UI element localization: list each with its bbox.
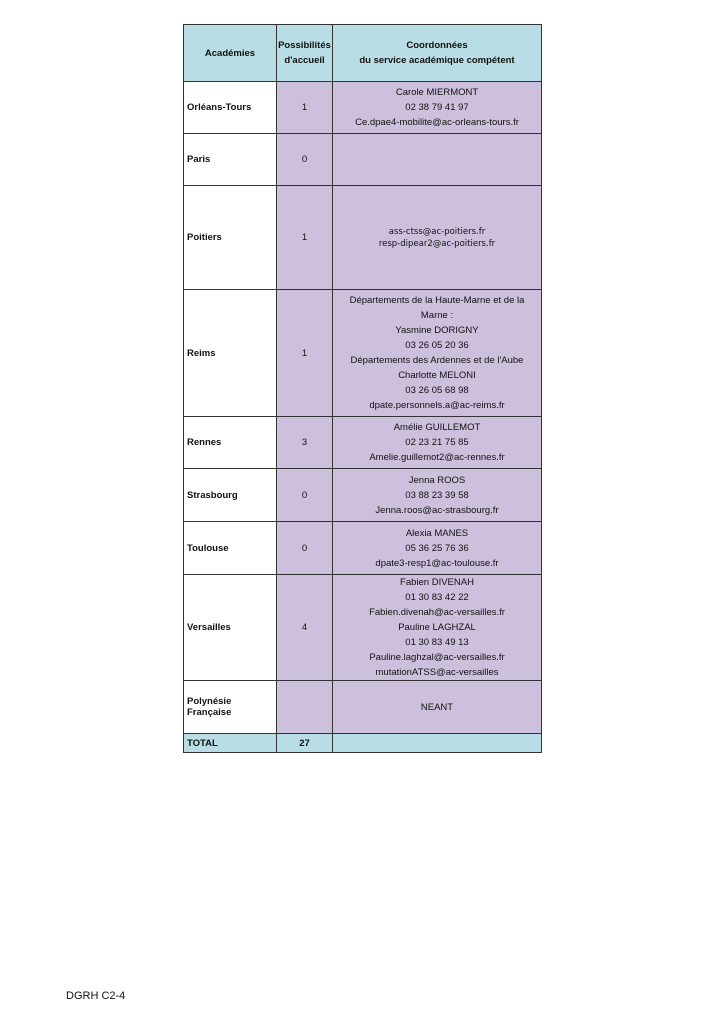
contact-line: Départements des Ardennes et de l'Aube [350, 355, 524, 366]
contact-line: Amelie.guillemot2@ac-rennes.fr [369, 452, 505, 463]
contact-line: Ce.dpae4-mobilite@ac-orleans-tours.fr [355, 117, 519, 128]
table-row [184, 681, 542, 734]
table-header [184, 25, 542, 82]
contact-line: 02 38 79 41 97 [405, 102, 469, 113]
contact-line: 05 36 25 76 36 [405, 542, 469, 554]
header-academies [184, 25, 277, 82]
total-row [184, 734, 542, 753]
places-count [277, 681, 333, 734]
academie-name: Versailles [184, 575, 277, 681]
contact-line: Fabien DIVENAH [400, 577, 474, 588]
academie-name: Reims [184, 290, 277, 417]
contact-line: Fabien.divenah@ac-versailles.fr [369, 607, 505, 618]
table-row [184, 290, 542, 417]
contact-line: mutationATSS@ac-versailles [375, 667, 499, 678]
table-row [184, 186, 542, 290]
contact-cell [333, 186, 542, 290]
academie-name: Toulouse [184, 522, 277, 575]
places-count: 1 [277, 290, 333, 417]
header-contact [333, 25, 542, 82]
document-reference: DGRH C2-4 [66, 990, 126, 1002]
places-count: 0 [277, 469, 333, 522]
contact-cell [333, 290, 542, 417]
contact-line: Charlotte MELONI [398, 370, 476, 381]
total-places: 27 [277, 734, 333, 753]
contact-cell [333, 681, 542, 734]
contact-line: 03 26 05 20 36 [405, 340, 469, 351]
total-label: TOTAL [184, 734, 277, 753]
contact-line: 02 23 21 75 85 [405, 437, 469, 448]
contact-cell [333, 417, 542, 469]
table-row [184, 575, 542, 681]
places-count: 4 [277, 575, 333, 681]
contact-line: NEANT [420, 701, 454, 713]
table-footer [184, 734, 542, 753]
header-academies-label: Académies [204, 47, 256, 59]
table-row [184, 82, 542, 134]
places-count: 0 [277, 134, 333, 186]
table-row [184, 417, 542, 469]
places-count: 0 [277, 522, 333, 575]
academie-name: Polynésie Française [184, 681, 277, 734]
contact-line: Carole MIERMONT [395, 87, 479, 98]
contact-cell [333, 575, 542, 681]
header-row [184, 25, 542, 82]
contact-line: 03 26 05 68 98 [405, 385, 469, 396]
table-row [184, 522, 542, 575]
contact-line: Départements de la Haute-Marne et de la [349, 295, 525, 306]
table-row [184, 134, 542, 186]
contact-cell [333, 469, 542, 522]
contact-line: Yasmine DORIGNY [395, 325, 479, 336]
table-body [184, 82, 542, 734]
places-count: 1 [277, 186, 333, 290]
contact-line: Amélie GUILLEMOT [393, 422, 481, 433]
header-places-line1: Possibilités [278, 40, 331, 51]
contact-cell [333, 134, 542, 186]
contact-line: Pauline.laghzal@ac-versailles.fr [369, 652, 505, 663]
header-contact-line1: Coordonnées [406, 40, 468, 51]
academie-name: Orléans-Tours [184, 82, 277, 134]
academie-name: Strasbourg [184, 469, 277, 522]
contact-line: Pauline LAGHZAL [398, 622, 476, 633]
contact-line: Jenna ROOS [408, 474, 466, 486]
places-count: 3 [277, 417, 333, 469]
contact-line: dpate.personnels.a@ac-reims.fr [369, 400, 505, 411]
header-places [277, 25, 333, 82]
contact-line: 01 30 83 42 22 [405, 592, 469, 603]
header-places-line2: d'accueil [284, 55, 325, 66]
contact-line: Marne : [420, 310, 454, 321]
total-contact-empty [333, 734, 542, 753]
table-row [184, 469, 542, 522]
academies-table [183, 24, 542, 753]
contact-line: Jenna.roos@ac-strasbourg.fr [375, 504, 499, 516]
academie-name: Rennes [184, 417, 277, 469]
header-contact-line2: du service académique compétent [359, 55, 515, 66]
contact-line: dpate3-resp1@ac-toulouse.fr [375, 557, 499, 569]
contact-cell [333, 522, 542, 575]
contact-line: resp-dipear2@ac-poitiers.fr [378, 238, 496, 249]
places-count: 1 [277, 82, 333, 134]
contact-line: ass-ctss@ac-poitiers.fr [388, 226, 486, 237]
academie-name: Paris [184, 134, 277, 186]
contact-line: 03 88 23 39 58 [405, 489, 469, 501]
contact-cell [333, 82, 542, 134]
contact-line: 01 30 83 49 13 [405, 637, 469, 648]
academie-name: Poitiers [184, 186, 277, 290]
contact-line: Alexia MANES [405, 527, 469, 539]
